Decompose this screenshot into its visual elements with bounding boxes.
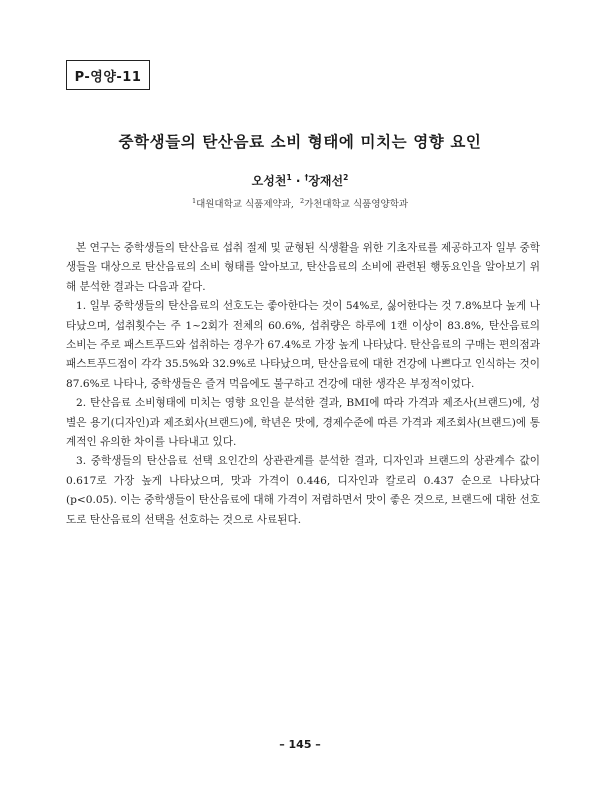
session-code: P-영양-11	[74, 69, 142, 85]
author-separator: ·	[291, 174, 305, 188]
abstract-intro-paragraph: 본 연구는 중학생들의 탄산음료 섭취 절제 및 균형된 식생활을 위한 기초자료를 제공하고자 일부 중학생들을 대상으로 탄산음료의 소비 형태를 알아보고, 탄산음료의 소비에 관련된 행동요인을 알아보기 위해 분석한 결과는 다음과 같다.	[66, 242, 540, 293]
session-code-box	[66, 60, 150, 90]
result-paragraph-3: 3. 중학생들의 탄산음료 선택 요인간의 상관관계를 분석한 결과, 디자인과 브랜드의 상관계수 값이 0.617로 가장 높게 나타났으며, 맛과 가격이 0.446, 디자인과 칼로리 0.437 순으로 나타났다(p<0.05). 이는 중학생들이 탄산음료에 대해 가격이 저렴하면서 맛이 좋은 것으로, 브랜드에 대한 선호도로 탄산음료의 선택을 선호하는 것으로 사료된다.	[66, 455, 540, 526]
author-2-name: 장재선	[308, 174, 344, 188]
affiliation-2-mark: 2	[299, 196, 305, 205]
affiliation-1-mark: 1	[191, 196, 197, 205]
result-paragraph-1: 1. 일부 중학생들의 탄산음료의 선호도는 좋아한다는 것이 54%로, 싫어한다는 것 7.8%보다 높게 나타났으며, 섭취횟수는 주 1~2회가 전체의 60.6%, 섭취량은 하루에 1캔 이상이 83.8%, 탄산음료의 소비는 주로 패스트푸드와 섭취하는 경우가 67.4%로 가장 높게 나타났다. 탄산음료의 구매는 편의점과 패스트푸드점이 각각 35.5%와 32.9%로 나타났으며, 탄산음료에 대한 건강에 나쁘다고 인식하는 것이 87.6%로 나타나, 중학생들은 즐겨 먹음에도 불구하고 건강에 대한 생각은 부정적이었다.	[66, 300, 540, 390]
affiliation-line	[0, 196, 600, 210]
affiliation-2: 가천대학교 식품영양학과	[304, 199, 409, 210]
author-1-name: 오성천	[251, 174, 287, 188]
author-2-affil-mark: 2	[343, 173, 349, 182]
affiliation-1: 대원대학교 식품제약과,	[196, 199, 294, 210]
page-number: – 145 –	[279, 738, 321, 751]
abstract-body	[66, 239, 540, 530]
author-1-affil-mark: 1	[286, 173, 292, 182]
paper-title: 중학생들의 탄산음료 소비 형태에 미치는 영향 요인	[118, 133, 482, 151]
author-line	[0, 172, 600, 189]
result-paragraph-2: 2. 탄산음료 소비형태에 미치는 영향 요인을 분석한 결과, BMI에 따라 가격과 제조사(브랜드)에, 성별은 용기(디자인)과 제조회사(브랜드)에, 학년은 맛에, 경제수준에 따른 가격과 제조회사(브랜드)에 통계적인 유의한 차이를 나타내고 있다.	[66, 397, 540, 449]
corresponding-author-mark: †	[304, 173, 309, 182]
